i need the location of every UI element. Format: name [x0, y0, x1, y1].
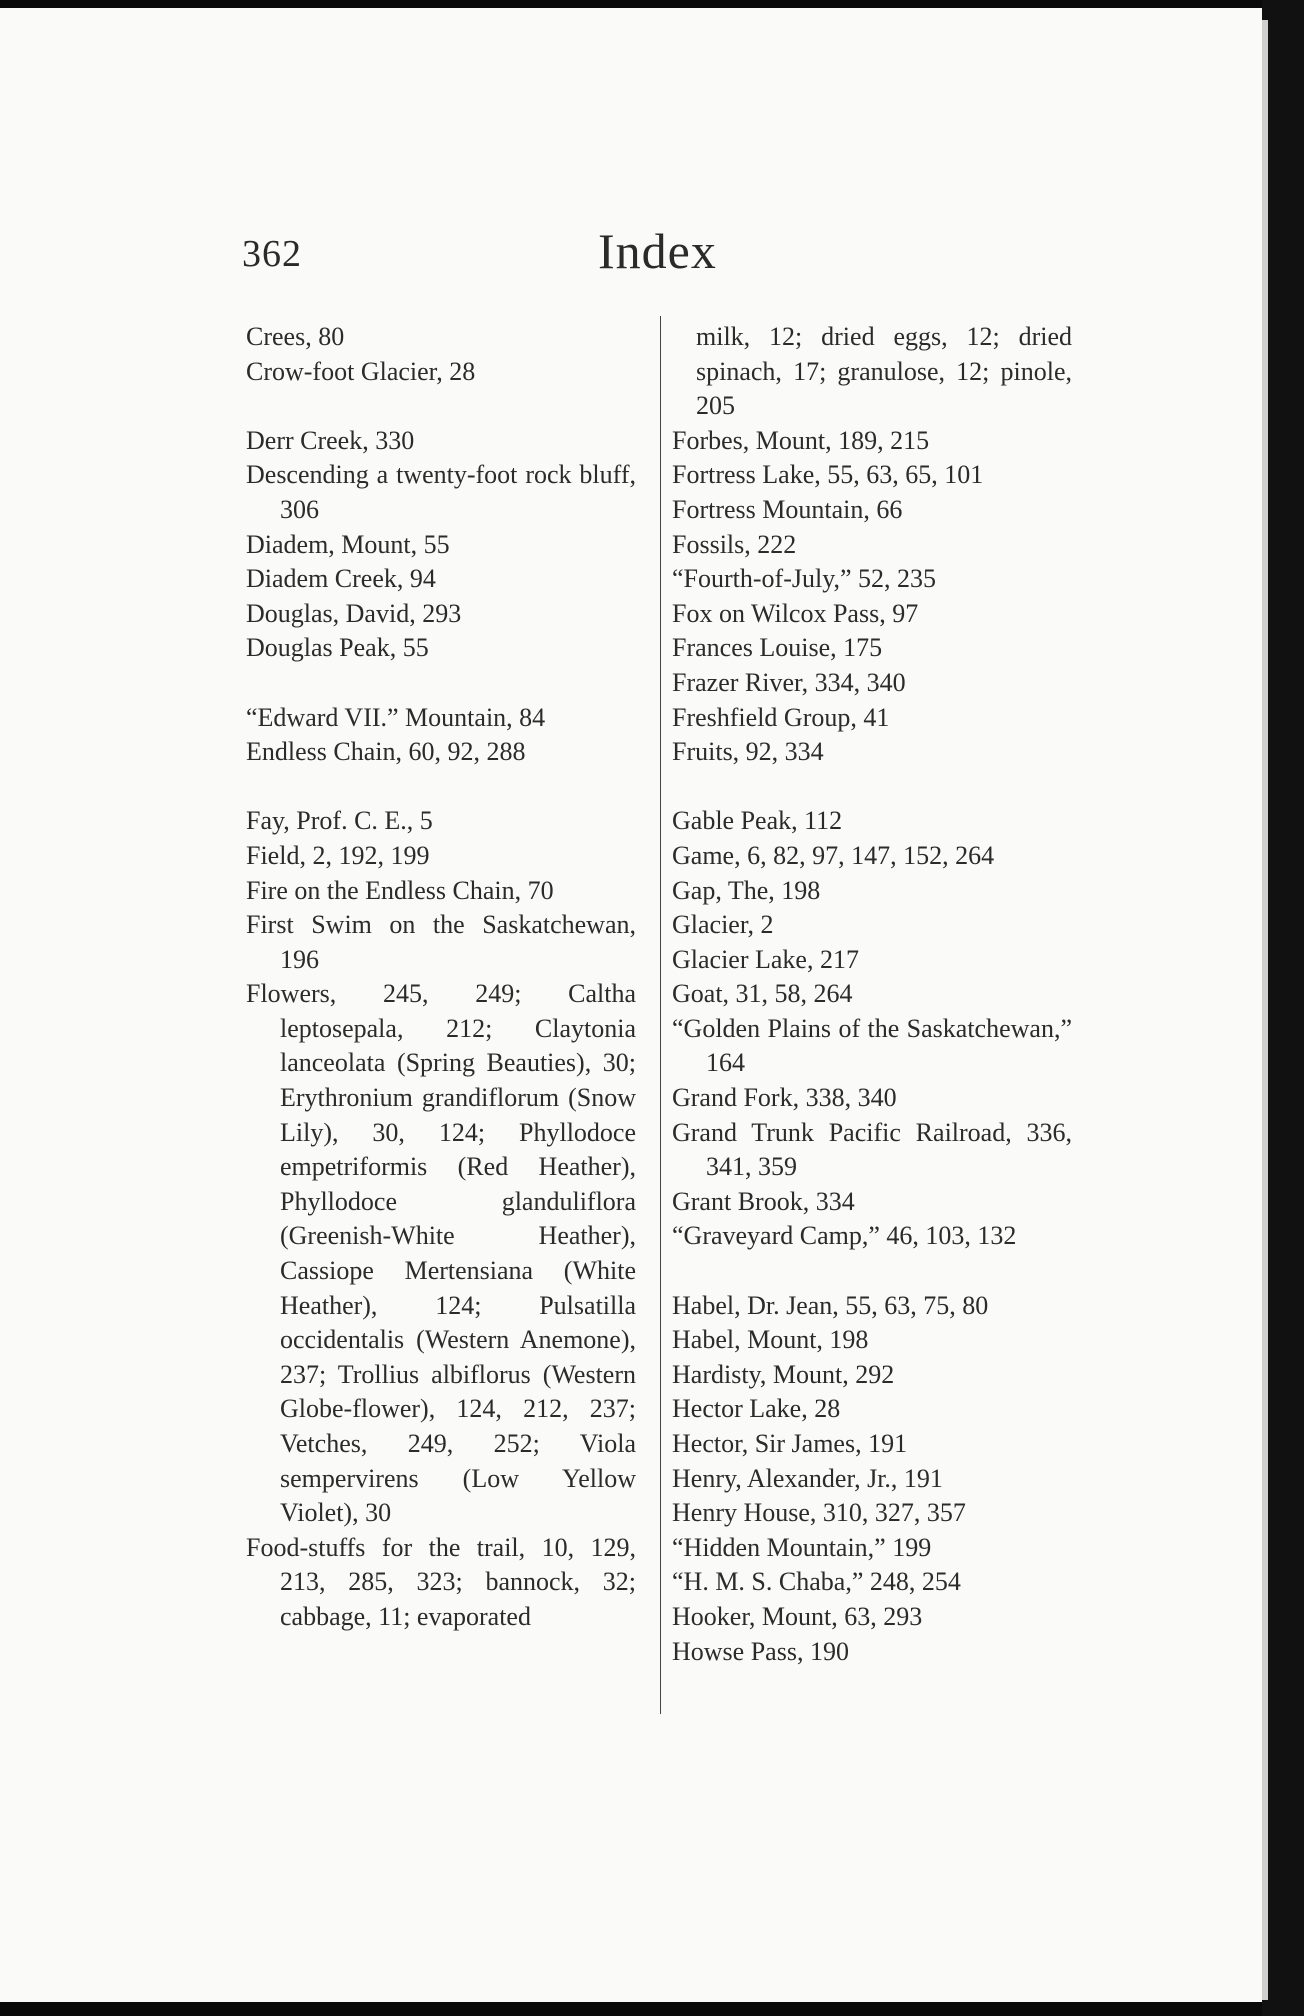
index-entry: Diadem Creek, 94: [246, 564, 436, 594]
index-entry: Forbes, Mount, 189, 215: [672, 425, 930, 455]
index-entry: Fox on Wilcox Pass, 97: [672, 598, 919, 628]
index-entry: “H. M. S. Chaba,” 248, 254: [672, 1567, 961, 1597]
index-entry: Fortress Mountain, 66: [672, 494, 903, 524]
index-entry: Grand Fork, 338, 340: [672, 1083, 897, 1113]
running-title: Index: [598, 223, 717, 279]
index-entry: Hardisty, Mount, 292: [672, 1359, 895, 1389]
index-entry: Frances Louise, 175: [672, 633, 883, 663]
index-entry: Hector, Sir James, 191: [672, 1429, 908, 1458]
index-entry: Fruits, 92, 334: [672, 737, 824, 767]
index-entry: Fay, Prof. C. E., 5: [246, 806, 433, 836]
index-entry: Douglas, David, 293: [246, 598, 462, 628]
index-entry: “Golden Plains of the Saskatchewan,” 164: [672, 1013, 1072, 1078]
letter-gap: [246, 770, 636, 805]
index-entry: Glacier Lake, 217: [672, 944, 859, 974]
page-number: 362: [242, 233, 302, 275]
index-entry: Habel, Dr. Jean, 55, 63, 75, 80: [672, 1290, 989, 1320]
index-entry: Diadem, Mount, 55: [246, 529, 450, 559]
index-entry: Endless Chain, 60, 92, 288: [246, 737, 526, 767]
index-entry: Grand Trunk Pacific Railroad, 336, 341, 359: [672, 1117, 1072, 1182]
index-entry: “Edward VII.” Mountain, 84: [246, 702, 546, 732]
index-entry: Game, 6, 82, 97, 147, 152, 264: [672, 840, 995, 870]
page-edge: [1262, 20, 1268, 2000]
column-divider: [660, 316, 661, 1714]
index-entry-continuation: milk, 12; dried eggs, 12; dried spinach, 17; granulose, 12; pinole, 205: [696, 322, 1072, 421]
index-entry: Frazer River, 334, 340: [672, 667, 906, 697]
index-entry: “Graveyard Camp,” 46, 103, 132: [672, 1221, 1017, 1251]
index-entry: Food-stuffs for the trail, 10, 129, 213, 285, 323; bannock, 32; cabbage, 11; evaporated: [246, 1532, 636, 1631]
index-entry: Goat, 31, 58, 264: [672, 979, 853, 1009]
index-entry: Henry House, 310, 327, 357: [672, 1498, 966, 1528]
index-entry: Field, 2, 192, 199: [246, 840, 430, 870]
letter-gap: [672, 1254, 1072, 1289]
index-entry: Fossils, 222: [672, 529, 797, 559]
letter-gap: [672, 770, 1072, 805]
index-entry: Descending a twenty-foot rock bluff, 306: [246, 460, 636, 524]
index-entry: Howse Pass, 190: [672, 1636, 849, 1666]
index-entry: Freshfield Group, 41: [672, 702, 890, 732]
index-entry: Flowers, 245, 249; Caltha leptosepala, 212; Claytonia lanceolata (Spring Beauties), 30; Erythronium grandiflorum (Snow Lily), 30, 124; Phyllodoce empetriformis (Red Heather), Phyllodoce glanduliflora (Greenish-White Heather), Cassiope Mertensiana (White Heather), 124; Pulsatilla occidentalis (Western Anemone), 237; Trollius albiflorus (Western Globe-flower), 124, 212, 237; Vetches, 249, 252; Viola sempervirens (Low Yellow Violet), 30: [246, 979, 636, 1528]
index-entry: Glacier, 2: [672, 910, 774, 940]
index-entry: Grant Brook, 334: [672, 1186, 855, 1216]
index-entry: Henry, Alexander, Jr., 191: [672, 1463, 943, 1493]
index-entry: First Swim on the Saskatchewan, 196: [246, 910, 636, 974]
index-entry: Fire on the Endless Chain, 70: [246, 875, 554, 905]
index-entry: Douglas Peak, 55: [246, 633, 429, 663]
letter-gap: [246, 389, 636, 424]
book-page: [0, 8, 1262, 2002]
index-column-right: [672, 320, 1072, 1669]
scan-border: [1262, 0, 1304, 2016]
page-header: [242, 222, 1042, 292]
letter-gap: [246, 666, 636, 701]
index-entry: Crow-foot Glacier, 28: [246, 356, 476, 386]
index-entry: Gap, The, 198: [672, 875, 821, 905]
index-entry: Derr Creek, 330: [246, 425, 415, 455]
index-entry: Habel, Mount, 198: [672, 1325, 869, 1355]
index-entry: “Hidden Mountain,” 199: [672, 1532, 932, 1562]
index-entry: Hector Lake, 28: [672, 1394, 841, 1424]
index-entry: Hooker, Mount, 63, 293: [672, 1601, 923, 1631]
index-column-left: [246, 320, 636, 1635]
index-entry: Gable Peak, 112: [672, 806, 843, 836]
index-entry: “Fourth-of-July,” 52, 235: [672, 564, 937, 594]
index-entry: Crees, 80: [246, 322, 345, 351]
index-entry: Fortress Lake, 55, 63, 65, 101: [672, 460, 984, 490]
